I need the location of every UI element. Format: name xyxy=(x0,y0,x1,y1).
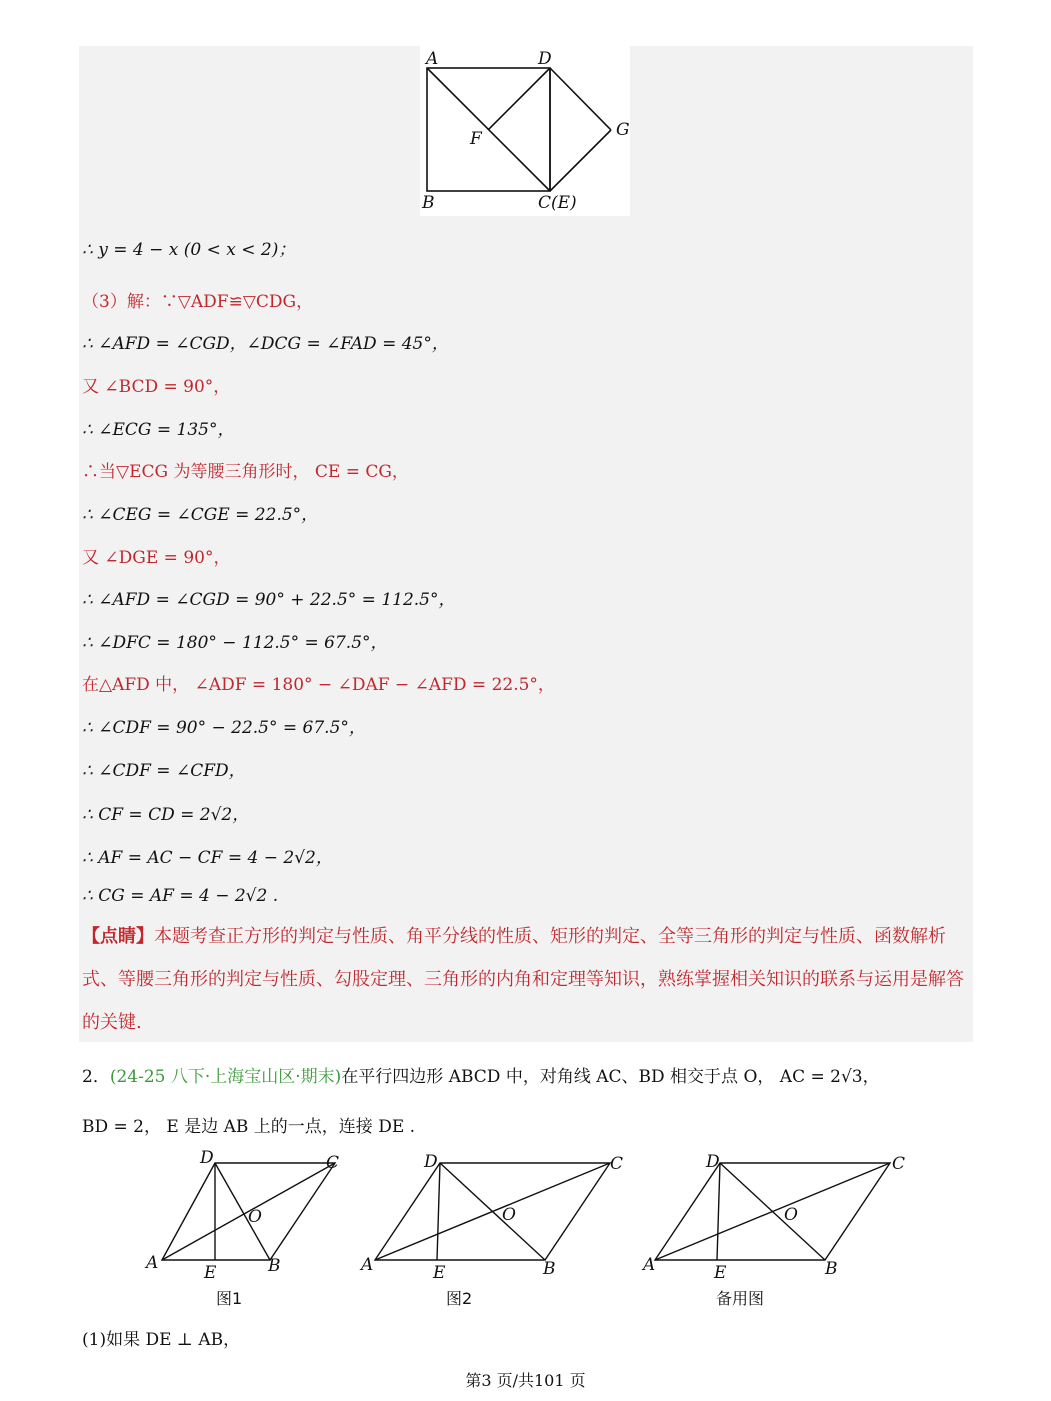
label-b: B xyxy=(422,193,435,213)
svg-text:A: A xyxy=(146,1253,159,1273)
line-2: （3）解：∵▽ADF≌▽CDG， xyxy=(82,292,314,312)
svg-text:O: O xyxy=(784,1205,798,1225)
line-7: ∴ ∠CEG = ∠CGE = 22.5°， xyxy=(82,505,319,525)
note-text: 本题考查正方形的判定与性质、角平分线的性质、矩形的判定、全等三角形的判定与性质、函数解析式、等腰三角形的判定与性质、勾股定理、三角形的内角和定理等知识，熟练掌握相关知识的联系与运用是解答的关键. xyxy=(82,926,964,1033)
line-12: ∴ ∠CDF = 90° − 22.5° = 67.5°， xyxy=(82,718,366,738)
line-13: ∴ ∠CDF = ∠CFD， xyxy=(82,761,246,781)
line-11: 在△AFD 中， ∠ADF = 180° − ∠DAF − ∠AFD = 22.5°， xyxy=(82,675,555,695)
question-line-2: BD = 2， E 是边 AB 上的一点，连接 DE . xyxy=(82,1117,416,1137)
svg-text:B: B xyxy=(825,1259,838,1279)
label-g: G xyxy=(616,120,630,140)
line-9: ∴ ∠AFD = ∠CGD = 90° + 22.5° = 112.5°， xyxy=(82,590,456,610)
note-tag: 【点睛】 xyxy=(82,926,154,947)
line-6: ∴当▽ECG 为等腰三角形时， CE = CG， xyxy=(82,462,409,482)
page-footer: 第3 页/共101 页 xyxy=(465,1371,586,1390)
svg-text:D: D xyxy=(200,1150,214,1168)
caption-fig2: 图2 xyxy=(446,1289,473,1308)
line-14: ∴ CF = CD = 2√2， xyxy=(82,805,250,825)
line-4: 又 ∠BCD = 90°， xyxy=(82,377,231,397)
line-3: ∴ ∠AFD = ∠CGD，∠DCG = ∠FAD = 45°， xyxy=(82,334,449,354)
question-text-1: 在平行四边形 ABCD 中，对角线 AC、BD 相交于点 O， AC = 2√3， xyxy=(341,1067,880,1087)
svg-text:E: E xyxy=(433,1263,446,1283)
svg-text:C: C xyxy=(326,1153,340,1173)
svg-text:B: B xyxy=(543,1259,556,1279)
svg-text:E: E xyxy=(204,1263,217,1283)
question-line-1 xyxy=(82,1062,880,1087)
square-figure xyxy=(420,46,630,216)
sub-question-1: (1)如果 DE ⊥ AB， xyxy=(82,1330,241,1350)
svg-text:O: O xyxy=(502,1205,516,1225)
svg-text:D: D xyxy=(706,1152,720,1172)
svg-text:A: A xyxy=(361,1255,374,1275)
caption-fig1: 图1 xyxy=(216,1289,243,1308)
svg-text:B: B xyxy=(268,1256,281,1276)
parallelogram-figures xyxy=(140,1150,940,1320)
label-f: F xyxy=(470,129,482,149)
key-point-note xyxy=(82,915,967,1044)
question-number: 2． xyxy=(82,1067,110,1087)
line-8: 又 ∠DGE = 90°， xyxy=(82,548,231,568)
svg-text:C: C xyxy=(610,1154,624,1174)
svg-text:O: O xyxy=(248,1207,262,1227)
line-1: ∴ y = 4 − x (0 < x < 2)； xyxy=(82,240,296,260)
line-5: ∴ ∠ECG = 135°， xyxy=(82,420,235,440)
svg-text:A: A xyxy=(643,1255,656,1275)
label-d: D xyxy=(538,49,552,69)
line-16: ∴ CG = AF = 4 − 2√2 . xyxy=(82,886,279,906)
label-a: A xyxy=(426,49,439,69)
line-15: ∴ AF = AC − CF = 4 − 2√2， xyxy=(82,848,333,868)
line-10: ∴ ∠DFC = 180° − 112.5° = 67.5°， xyxy=(82,633,388,653)
svg-text:C: C xyxy=(892,1154,906,1174)
label-ce: C(E) xyxy=(538,193,577,213)
question-source: (24-25 八下·上海宝山区·期末) xyxy=(109,1067,342,1087)
svg-text:D: D xyxy=(424,1152,438,1172)
caption-spare: 备用图 xyxy=(716,1289,765,1308)
svg-text:E: E xyxy=(714,1263,727,1283)
